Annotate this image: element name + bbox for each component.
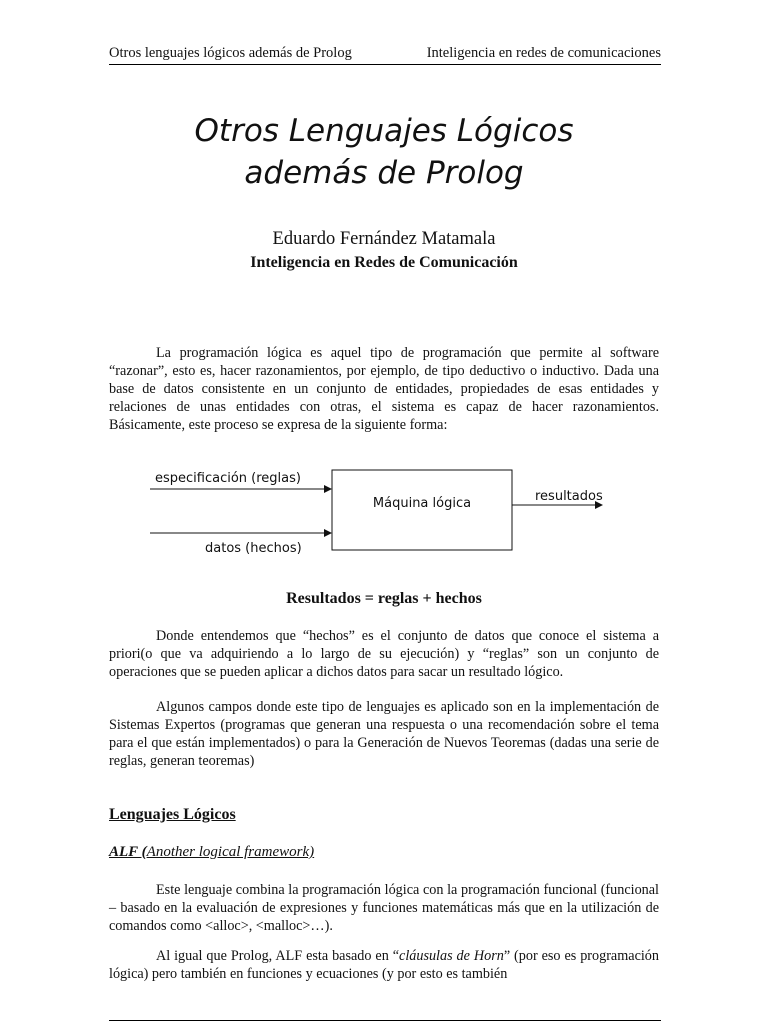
section-heading: Lenguajes Lógicos [109,806,236,823]
title-line-2: además de Prolog [244,155,524,191]
hechos-paragraph: Donde entendemos que “hechos” es el conjunto de datos que conoce el sistema a priori(o que va adquiriendo a lo largo de su ejecución) y “reglas” son un conjunto de operaciones que se pueden aplicar a dichos datos para sacar un resultado lógico. [109,628,659,680]
input-rules-label: especificación (reglas) [155,471,301,486]
intro-paragraph: La programación lógica es aquel tipo de programación que permite al software “razonar”, esto es, hacer razonamientos, por ejemplo, de tipo deductivo o inductivo. Dada una base de datos consistente en un conjunto de entidades, propiedades de esas entidades y relaciones de unas entidades con otras, el sistema es capaz de hacer razonamientos. Básicamente, este proceso se expresa de la siguiente forma: [109,345,659,433]
alf2-italic: cláusulas de Horn [399,948,504,964]
logic-machine-label: Máquina lógica [372,496,472,511]
subsection-heading [109,844,314,861]
affiliation: Inteligencia en Redes de Comunicación [250,254,518,271]
formula: Resultados = reglas + hechos [286,590,482,607]
alf-paragraph-2 [109,947,659,983]
subsection-bold: ALF ( [109,844,147,860]
logic-machine-diagram [150,460,620,570]
header-left: Otros lenguajes lógicos además de Prolog [109,45,352,61]
footer-rule [109,1020,661,1021]
campos-paragraph: Algunos campos donde este tipo de lenguajes es aplicado son en la implementación de Sistemas Expertos (programas que generan una respuesta o una recomendación sobre el tema para el que están implementados) o para la Generación de Nuevos Teoremas (dadas una serie de reglas, generan teoremas) [109,699,659,769]
document-title [0,110,768,194]
output-label: resultados [535,489,603,504]
alf-paragraph-1: Este lenguaje combina la programación lógica con la programación funcional (funcional – basado en la evaluación de expresiones y funciones matemáticas más que en la utilización de comandos como <alloc>, <malloc>…). [109,882,659,934]
input-facts-label: datos (hechos) [205,541,302,556]
header-right: Inteligencia en redes de comunicaciones [426,45,661,61]
alf2-before: Al igual que Prolog, ALF esta basado en “ [156,948,400,964]
title-line-1: Otros Lenguajes Lógicos [194,113,574,149]
subsection-rest: Another logical framework) [146,844,315,860]
author-name: Eduardo Fernández Matamala [272,229,496,249]
running-header [109,45,661,65]
alf2-after: ” (por eso es programación lógica) pero también en funciones y ecuaciones (y por esto es también [109,948,659,982]
